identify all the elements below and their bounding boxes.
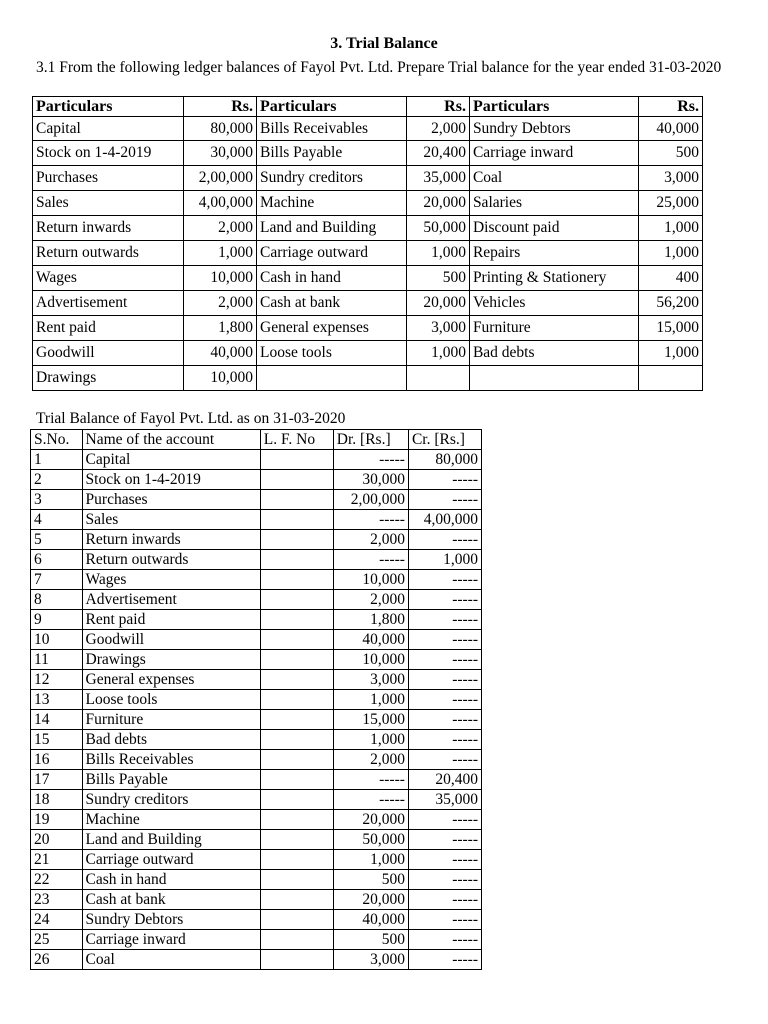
account-name-cell: Wages bbox=[82, 570, 260, 590]
ledger-amount-cell: 35,000 bbox=[406, 166, 469, 191]
trial-balance-row bbox=[31, 490, 482, 510]
lf-no-cell bbox=[260, 890, 333, 910]
ledger-amount-cell: 2,000 bbox=[406, 117, 469, 141]
account-name-cell: Capital bbox=[82, 450, 260, 470]
account-name-cell: Goodwill bbox=[82, 630, 260, 650]
debit-cell: 3,000 bbox=[333, 950, 408, 970]
trial-balance-row bbox=[31, 690, 482, 710]
sno-cell: 25 bbox=[31, 930, 83, 950]
header-debit: Dr. [Rs.] bbox=[333, 430, 408, 450]
account-name-cell: Land and Building bbox=[82, 830, 260, 850]
ledger-amount-cell: 1,000 bbox=[406, 341, 469, 366]
credit-cell: ----- bbox=[408, 830, 481, 850]
ledger-account-cell: Purchases bbox=[33, 166, 184, 191]
debit-cell: 3,000 bbox=[333, 670, 408, 690]
trial-balance-row bbox=[31, 450, 482, 470]
ledger-amount-cell: 400 bbox=[638, 266, 702, 291]
debit-cell: 1,800 bbox=[333, 610, 408, 630]
ledger-account-cell: Loose tools bbox=[257, 341, 407, 366]
lf-no-cell bbox=[260, 450, 333, 470]
trial-balance-title: Trial Balance of Fayol Pvt. Ltd. as on 31-03-2020 bbox=[36, 410, 346, 427]
credit-cell: ----- bbox=[408, 650, 481, 670]
trial-balance-row bbox=[31, 870, 482, 890]
debit-cell: ----- bbox=[333, 770, 408, 790]
lf-no-cell bbox=[260, 850, 333, 870]
lf-no-cell bbox=[260, 790, 333, 810]
credit-cell: ----- bbox=[408, 810, 481, 830]
ledger-account-cell: Vehicles bbox=[469, 291, 638, 316]
ledger-row bbox=[33, 166, 703, 191]
sno-cell: 7 bbox=[31, 570, 83, 590]
trial-balance-row bbox=[31, 570, 482, 590]
ledger-amount-cell: 1,000 bbox=[638, 241, 702, 266]
account-name-cell: Machine bbox=[82, 810, 260, 830]
debit-cell: 20,000 bbox=[333, 890, 408, 910]
credit-cell: 1,000 bbox=[408, 550, 481, 570]
ledger-amount-cell: 2,000 bbox=[183, 216, 256, 241]
lf-no-cell bbox=[260, 730, 333, 750]
ledger-amount-cell: 20,000 bbox=[406, 191, 469, 216]
ledger-amount-cell: 1,000 bbox=[406, 241, 469, 266]
account-name-cell: Bills Receivables bbox=[82, 750, 260, 770]
ledger-balances-table bbox=[32, 96, 703, 391]
credit-cell: ----- bbox=[408, 950, 481, 970]
trial-balance-row bbox=[31, 830, 482, 850]
ledger-row bbox=[33, 191, 703, 216]
trial-balance-row bbox=[31, 630, 482, 650]
sno-cell: 12 bbox=[31, 670, 83, 690]
credit-cell: ----- bbox=[408, 630, 481, 650]
debit-cell: 1,000 bbox=[333, 730, 408, 750]
ledger-amount-cell: 3,000 bbox=[406, 316, 469, 341]
sno-cell: 3 bbox=[31, 490, 83, 510]
trial-balance-header-row bbox=[31, 430, 482, 450]
lf-no-cell bbox=[260, 950, 333, 970]
sno-cell: 22 bbox=[31, 870, 83, 890]
lf-no-cell bbox=[260, 590, 333, 610]
sno-cell: 1 bbox=[31, 450, 83, 470]
lf-no-cell bbox=[260, 550, 333, 570]
credit-cell: ----- bbox=[408, 730, 481, 750]
ledger-account-cell: Sales bbox=[33, 191, 184, 216]
credit-cell: ----- bbox=[408, 470, 481, 490]
account-name-cell: Furniture bbox=[82, 710, 260, 730]
account-name-cell: Stock on 1-4-2019 bbox=[82, 470, 260, 490]
ledger-amount-cell bbox=[406, 366, 469, 391]
debit-cell: 10,000 bbox=[333, 650, 408, 670]
ledger-account-cell: Machine bbox=[257, 191, 407, 216]
account-name-cell: Sales bbox=[82, 510, 260, 530]
debit-cell: 50,000 bbox=[333, 830, 408, 850]
ledger-header-particulars: Particulars bbox=[257, 97, 407, 117]
sno-cell: 26 bbox=[31, 950, 83, 970]
ledger-account-cell: Printing & Stationery bbox=[469, 266, 638, 291]
ledger-account-cell: Sundry Debtors bbox=[469, 117, 638, 141]
ledger-account-cell: Bad debts bbox=[469, 341, 638, 366]
ledger-account-cell: Bills Receivables bbox=[257, 117, 407, 141]
trial-balance-row bbox=[31, 670, 482, 690]
ledger-amount-cell: 1,800 bbox=[183, 316, 256, 341]
ledger-account-cell: Return inwards bbox=[33, 216, 184, 241]
section-heading: 3. Trial Balance bbox=[330, 35, 438, 52]
ledger-amount-cell: 4,00,000 bbox=[183, 191, 256, 216]
ledger-amount-cell: 2,00,000 bbox=[183, 166, 256, 191]
debit-cell: 30,000 bbox=[333, 470, 408, 490]
sno-cell: 5 bbox=[31, 530, 83, 550]
ledger-account-cell: Rent paid bbox=[33, 316, 184, 341]
debit-cell: 40,000 bbox=[333, 630, 408, 650]
lf-no-cell bbox=[260, 670, 333, 690]
ledger-account-cell: Advertisement bbox=[33, 291, 184, 316]
trial-balance-row bbox=[31, 850, 482, 870]
ledger-account-cell: Cash in hand bbox=[257, 266, 407, 291]
trial-balance-row bbox=[31, 590, 482, 610]
account-name-cell: Cash at bank bbox=[82, 890, 260, 910]
trial-balance-row bbox=[31, 790, 482, 810]
credit-cell: ----- bbox=[408, 570, 481, 590]
credit-cell: 20,400 bbox=[408, 770, 481, 790]
ledger-row bbox=[33, 141, 703, 166]
ledger-amount-cell: 20,000 bbox=[406, 291, 469, 316]
account-name-cell: Return outwards bbox=[82, 550, 260, 570]
ledger-amount-cell: 15,000 bbox=[638, 316, 702, 341]
header-lf-no: L. F. No bbox=[260, 430, 333, 450]
sno-cell: 19 bbox=[31, 810, 83, 830]
ledger-account-cell: Capital bbox=[33, 117, 184, 141]
account-name-cell: Sundry Debtors bbox=[82, 910, 260, 930]
ledger-amount-cell: 10,000 bbox=[183, 266, 256, 291]
credit-cell: ----- bbox=[408, 890, 481, 910]
ledger-account-cell: Carriage outward bbox=[257, 241, 407, 266]
ledger-row bbox=[33, 241, 703, 266]
account-name-cell: Loose tools bbox=[82, 690, 260, 710]
sno-cell: 10 bbox=[31, 630, 83, 650]
sno-cell: 2 bbox=[31, 470, 83, 490]
ledger-amount-cell: 56,200 bbox=[638, 291, 702, 316]
sno-cell: 23 bbox=[31, 890, 83, 910]
debit-cell: 40,000 bbox=[333, 910, 408, 930]
credit-cell: ----- bbox=[408, 530, 481, 550]
lf-no-cell bbox=[260, 570, 333, 590]
lf-no-cell bbox=[260, 770, 333, 790]
trial-balance-row bbox=[31, 550, 482, 570]
debit-cell: 500 bbox=[333, 930, 408, 950]
ledger-amount-cell: 1,000 bbox=[638, 341, 702, 366]
credit-cell: ----- bbox=[408, 610, 481, 630]
credit-cell: ----- bbox=[408, 690, 481, 710]
account-name-cell: Cash in hand bbox=[82, 870, 260, 890]
account-name-cell: Bad debts bbox=[82, 730, 260, 750]
ledger-header-amount: Rs. bbox=[638, 97, 702, 117]
header-sno: S.No. bbox=[31, 430, 83, 450]
ledger-account-cell: Return outwards bbox=[33, 241, 184, 266]
sno-cell: 11 bbox=[31, 650, 83, 670]
lf-no-cell bbox=[260, 610, 333, 630]
sno-cell: 16 bbox=[31, 750, 83, 770]
credit-cell: 80,000 bbox=[408, 450, 481, 470]
lf-no-cell bbox=[260, 690, 333, 710]
trial-balance-row bbox=[31, 770, 482, 790]
debit-cell: 15,000 bbox=[333, 710, 408, 730]
ledger-account-cell: Drawings bbox=[33, 366, 184, 391]
header-account-name: Name of the account bbox=[82, 430, 260, 450]
ledger-account-cell bbox=[469, 366, 638, 391]
trial-balance-row bbox=[31, 610, 482, 630]
ledger-header-amount: Rs. bbox=[406, 97, 469, 117]
trial-balance-row bbox=[31, 710, 482, 730]
lf-no-cell bbox=[260, 810, 333, 830]
debit-cell: ----- bbox=[333, 790, 408, 810]
credit-cell: ----- bbox=[408, 590, 481, 610]
sno-cell: 15 bbox=[31, 730, 83, 750]
credit-cell: ----- bbox=[408, 710, 481, 730]
lf-no-cell bbox=[260, 930, 333, 950]
ledger-account-cell: Cash at bank bbox=[257, 291, 407, 316]
ledger-amount-cell: 3,000 bbox=[638, 166, 702, 191]
trial-balance-row bbox=[31, 950, 482, 970]
ledger-amount-cell: 40,000 bbox=[638, 117, 702, 141]
credit-cell: ----- bbox=[408, 670, 481, 690]
ledger-header-row bbox=[33, 97, 703, 117]
trial-balance-row bbox=[31, 750, 482, 770]
credit-cell: ----- bbox=[408, 910, 481, 930]
debit-cell: 20,000 bbox=[333, 810, 408, 830]
ledger-header-amount: Rs. bbox=[183, 97, 256, 117]
sno-cell: 20 bbox=[31, 830, 83, 850]
ledger-amount-cell: 20,400 bbox=[406, 141, 469, 166]
sno-cell: 6 bbox=[31, 550, 83, 570]
debit-cell: 1,000 bbox=[333, 850, 408, 870]
lf-no-cell bbox=[260, 830, 333, 850]
debit-cell: 2,000 bbox=[333, 590, 408, 610]
credit-cell: ----- bbox=[408, 870, 481, 890]
ledger-row bbox=[33, 117, 703, 141]
sno-cell: 9 bbox=[31, 610, 83, 630]
account-name-cell: Carriage outward bbox=[82, 850, 260, 870]
account-name-cell: Return inwards bbox=[82, 530, 260, 550]
ledger-account-cell: Stock on 1-4-2019 bbox=[33, 141, 184, 166]
sno-cell: 14 bbox=[31, 710, 83, 730]
trial-balance-table bbox=[30, 429, 482, 970]
account-name-cell: Rent paid bbox=[82, 610, 260, 630]
lf-no-cell bbox=[260, 750, 333, 770]
lf-no-cell bbox=[260, 650, 333, 670]
header-credit: Cr. [Rs.] bbox=[408, 430, 481, 450]
trial-balance-row bbox=[31, 910, 482, 930]
ledger-amount-cell: 40,000 bbox=[183, 341, 256, 366]
debit-cell: 2,000 bbox=[333, 750, 408, 770]
trial-balance-row bbox=[31, 470, 482, 490]
ledger-account-cell: Repairs bbox=[469, 241, 638, 266]
ledger-amount-cell: 2,000 bbox=[183, 291, 256, 316]
ledger-account-cell: Furniture bbox=[469, 316, 638, 341]
lf-no-cell bbox=[260, 490, 333, 510]
credit-cell: 35,000 bbox=[408, 790, 481, 810]
debit-cell: 2,000 bbox=[333, 530, 408, 550]
sno-cell: 8 bbox=[31, 590, 83, 610]
trial-balance-row bbox=[31, 930, 482, 950]
ledger-account-cell: Wages bbox=[33, 266, 184, 291]
ledger-account-cell bbox=[257, 366, 407, 391]
ledger-account-cell: Land and Building bbox=[257, 216, 407, 241]
ledger-account-cell: Salaries bbox=[469, 191, 638, 216]
trial-balance-row bbox=[31, 890, 482, 910]
ledger-amount-cell: 1,000 bbox=[183, 241, 256, 266]
ledger-row bbox=[33, 366, 703, 391]
credit-cell: ----- bbox=[408, 750, 481, 770]
credit-cell: ----- bbox=[408, 490, 481, 510]
debit-cell: 10,000 bbox=[333, 570, 408, 590]
debit-cell: ----- bbox=[333, 550, 408, 570]
sno-cell: 17 bbox=[31, 770, 83, 790]
credit-cell: ----- bbox=[408, 850, 481, 870]
account-name-cell: Drawings bbox=[82, 650, 260, 670]
ledger-row bbox=[33, 341, 703, 366]
ledger-header-particulars: Particulars bbox=[469, 97, 638, 117]
ledger-row bbox=[33, 291, 703, 316]
credit-cell: 4,00,000 bbox=[408, 510, 481, 530]
ledger-row bbox=[33, 266, 703, 291]
trial-balance-row bbox=[31, 530, 482, 550]
ledger-account-cell: Discount paid bbox=[469, 216, 638, 241]
ledger-amount-cell: 1,000 bbox=[638, 216, 702, 241]
ledger-amount-cell: 30,000 bbox=[183, 141, 256, 166]
trial-balance-row bbox=[31, 510, 482, 530]
debit-cell: 1,000 bbox=[333, 690, 408, 710]
ledger-amount-cell: 500 bbox=[406, 266, 469, 291]
lf-no-cell bbox=[260, 910, 333, 930]
sno-cell: 13 bbox=[31, 690, 83, 710]
account-name-cell: Sundry creditors bbox=[82, 790, 260, 810]
debit-cell: 500 bbox=[333, 870, 408, 890]
sno-cell: 21 bbox=[31, 850, 83, 870]
ledger-account-cell: Carriage inward bbox=[469, 141, 638, 166]
lf-no-cell bbox=[260, 630, 333, 650]
credit-cell: ----- bbox=[408, 930, 481, 950]
trial-balance-row bbox=[31, 650, 482, 670]
lf-no-cell bbox=[260, 530, 333, 550]
account-name-cell: Bills Payable bbox=[82, 770, 260, 790]
lf-no-cell bbox=[260, 870, 333, 890]
sno-cell: 24 bbox=[31, 910, 83, 930]
account-name-cell: General expenses bbox=[82, 670, 260, 690]
trial-balance-row bbox=[31, 730, 482, 750]
lf-no-cell bbox=[260, 710, 333, 730]
ledger-header-particulars: Particulars bbox=[33, 97, 184, 117]
account-name-cell: Carriage inward bbox=[82, 930, 260, 950]
ledger-amount-cell: 80,000 bbox=[183, 117, 256, 141]
debit-cell: ----- bbox=[333, 450, 408, 470]
ledger-amount-cell bbox=[638, 366, 702, 391]
lf-no-cell bbox=[260, 470, 333, 490]
sno-cell: 18 bbox=[31, 790, 83, 810]
debit-cell: ----- bbox=[333, 510, 408, 530]
debit-cell: 2,00,000 bbox=[333, 490, 408, 510]
ledger-account-cell: Bills Payable bbox=[257, 141, 407, 166]
ledger-account-cell: Goodwill bbox=[33, 341, 184, 366]
ledger-amount-cell: 500 bbox=[638, 141, 702, 166]
lf-no-cell bbox=[260, 510, 333, 530]
ledger-amount-cell: 10,000 bbox=[183, 366, 256, 391]
account-name-cell: Coal bbox=[82, 950, 260, 970]
account-name-cell: Purchases bbox=[82, 490, 260, 510]
ledger-row bbox=[33, 316, 703, 341]
trial-balance-row bbox=[31, 810, 482, 830]
ledger-amount-cell: 25,000 bbox=[638, 191, 702, 216]
account-name-cell: Advertisement bbox=[82, 590, 260, 610]
ledger-amount-cell: 50,000 bbox=[406, 216, 469, 241]
question-text: 3.1 From the following ledger balances of Fayol Pvt. Ltd. Prepare Trial balance for the year ended 31-03-2020 bbox=[36, 59, 722, 76]
ledger-account-cell: Sundry creditors bbox=[257, 166, 407, 191]
ledger-account-cell: Coal bbox=[469, 166, 638, 191]
sno-cell: 4 bbox=[31, 510, 83, 530]
ledger-account-cell: General expenses bbox=[257, 316, 407, 341]
ledger-row bbox=[33, 216, 703, 241]
